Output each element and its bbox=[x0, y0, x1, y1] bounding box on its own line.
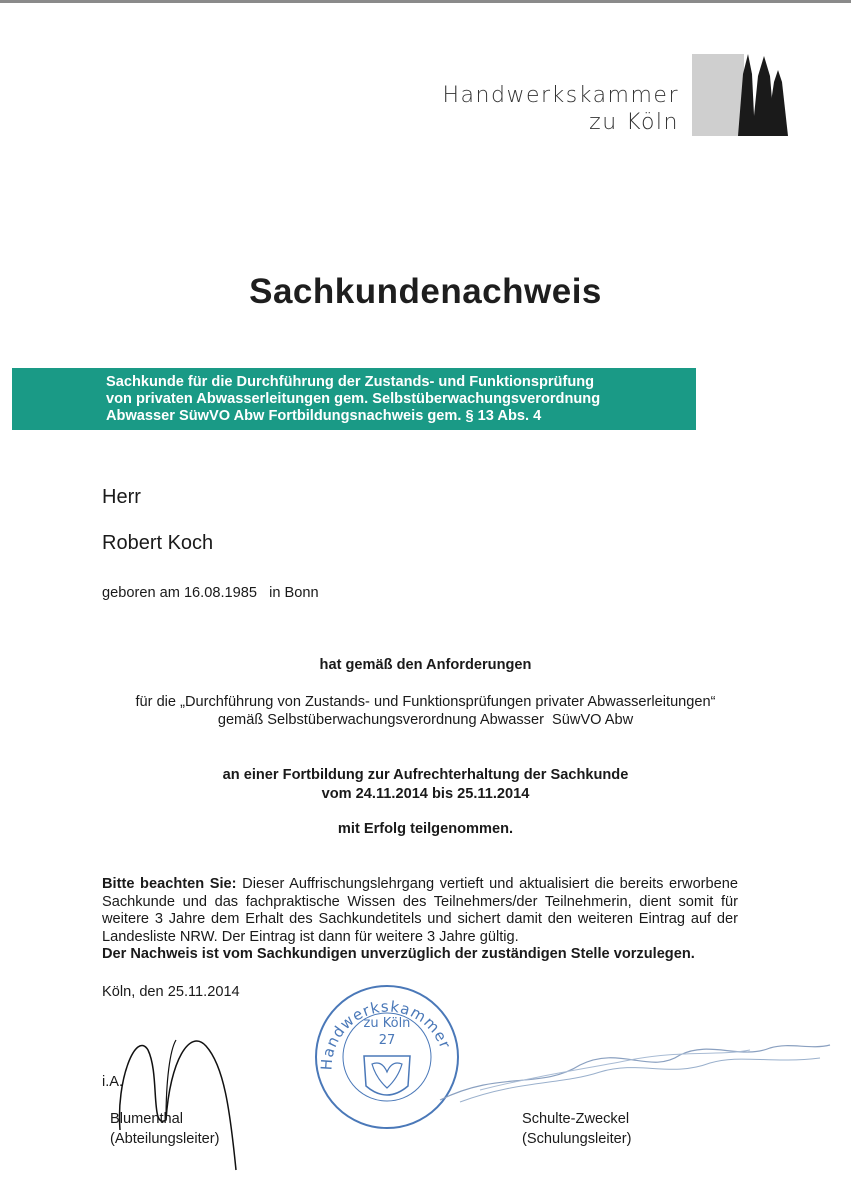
stamp-line2: 27 bbox=[378, 1033, 396, 1048]
handwerkskammer-logo-icon bbox=[692, 52, 792, 136]
requirement-heading: hat gemäß den Anforderungen bbox=[319, 657, 532, 673]
success-line: mit Erfolg teilgenommen. bbox=[337, 821, 514, 837]
stamp-arc-text: Handwerkskammer bbox=[317, 997, 455, 1071]
banner-line2: von privaten Abwasserleitungen gem. Selbstüberwachungsverordnung bbox=[106, 391, 601, 407]
signatory-left-role: (Abteilungsleiter) bbox=[110, 1131, 220, 1147]
stamp-line1: zu Köln bbox=[363, 1016, 411, 1031]
signature-left bbox=[110, 1020, 240, 1178]
training-line: an einer Fortbildung zur Aufrechterhaltung der Sachkunde bbox=[222, 767, 629, 783]
notice-text: Dieser Auffrischungslehrgang vertieft und aktualisiert die bereits erworbene Sachkunde und das fachpraktische Wissen des Teilnehmers/der Teilnehmerin, dient somit für weitere 3 Jahre dem Erhalt des Sachkundetitels und sichert damit den weiteren Eintrag auf der Landesliste NRW. Der Eintrag ist dann für weitere 3 Jahre gültig. bbox=[102, 876, 739, 945]
signature-scribble-right bbox=[420, 1030, 840, 1110]
requirement-line2: gemäß Selbstüberwachungsverordnung Abwasser SüwVO Abw bbox=[217, 712, 634, 728]
salutation: Herr bbox=[102, 486, 141, 508]
signatory-left bbox=[110, 1109, 220, 1149]
notice-label: Bitte beachten Sie: bbox=[102, 876, 237, 892]
birth-info: geboren am 16.08.1985 in Bonn bbox=[102, 585, 319, 601]
ia-label: i.A. bbox=[102, 1074, 124, 1090]
notice-bold-line: Der Nachweis ist vom Sachkundigen unverzüglich der zuständigen Stelle vorzulegen. bbox=[102, 946, 695, 962]
org-name-line1: Handwerkskammer bbox=[442, 83, 679, 108]
banner-line1: Sachkunde für die Durchführung der Zustands- und Funktionsprüfung bbox=[106, 374, 595, 390]
banner-line3: Abwasser SüwVO Abw Fortbildungsnachweis gem. § 13 Abs. 4 bbox=[106, 408, 542, 424]
recipient-name: Robert Koch bbox=[102, 532, 214, 554]
place-date: Köln, den 25.11.2014 bbox=[102, 984, 240, 1000]
requirement-line1: für die „Durchführung von Zustands- und Funktionsprüfungen privater Abwasserleitungen“ bbox=[135, 694, 716, 710]
org-name bbox=[443, 82, 679, 136]
org-name-line2: zu Köln bbox=[589, 110, 679, 135]
signatory-left-name: Blumenthal bbox=[110, 1111, 184, 1127]
top-border bbox=[0, 0, 851, 3]
subject-banner-text bbox=[106, 374, 696, 425]
training-dates: vom 24.11.2014 bis 25.11.2014 bbox=[321, 786, 530, 802]
signatory-right-name: Schulte-Zweckel bbox=[522, 1111, 630, 1127]
notice-paragraph bbox=[102, 876, 738, 964]
signatory-right-role: (Schulungsleiter) bbox=[522, 1131, 632, 1147]
signatory-right bbox=[522, 1109, 632, 1149]
document-title: Sachkundenachweis bbox=[249, 272, 602, 311]
